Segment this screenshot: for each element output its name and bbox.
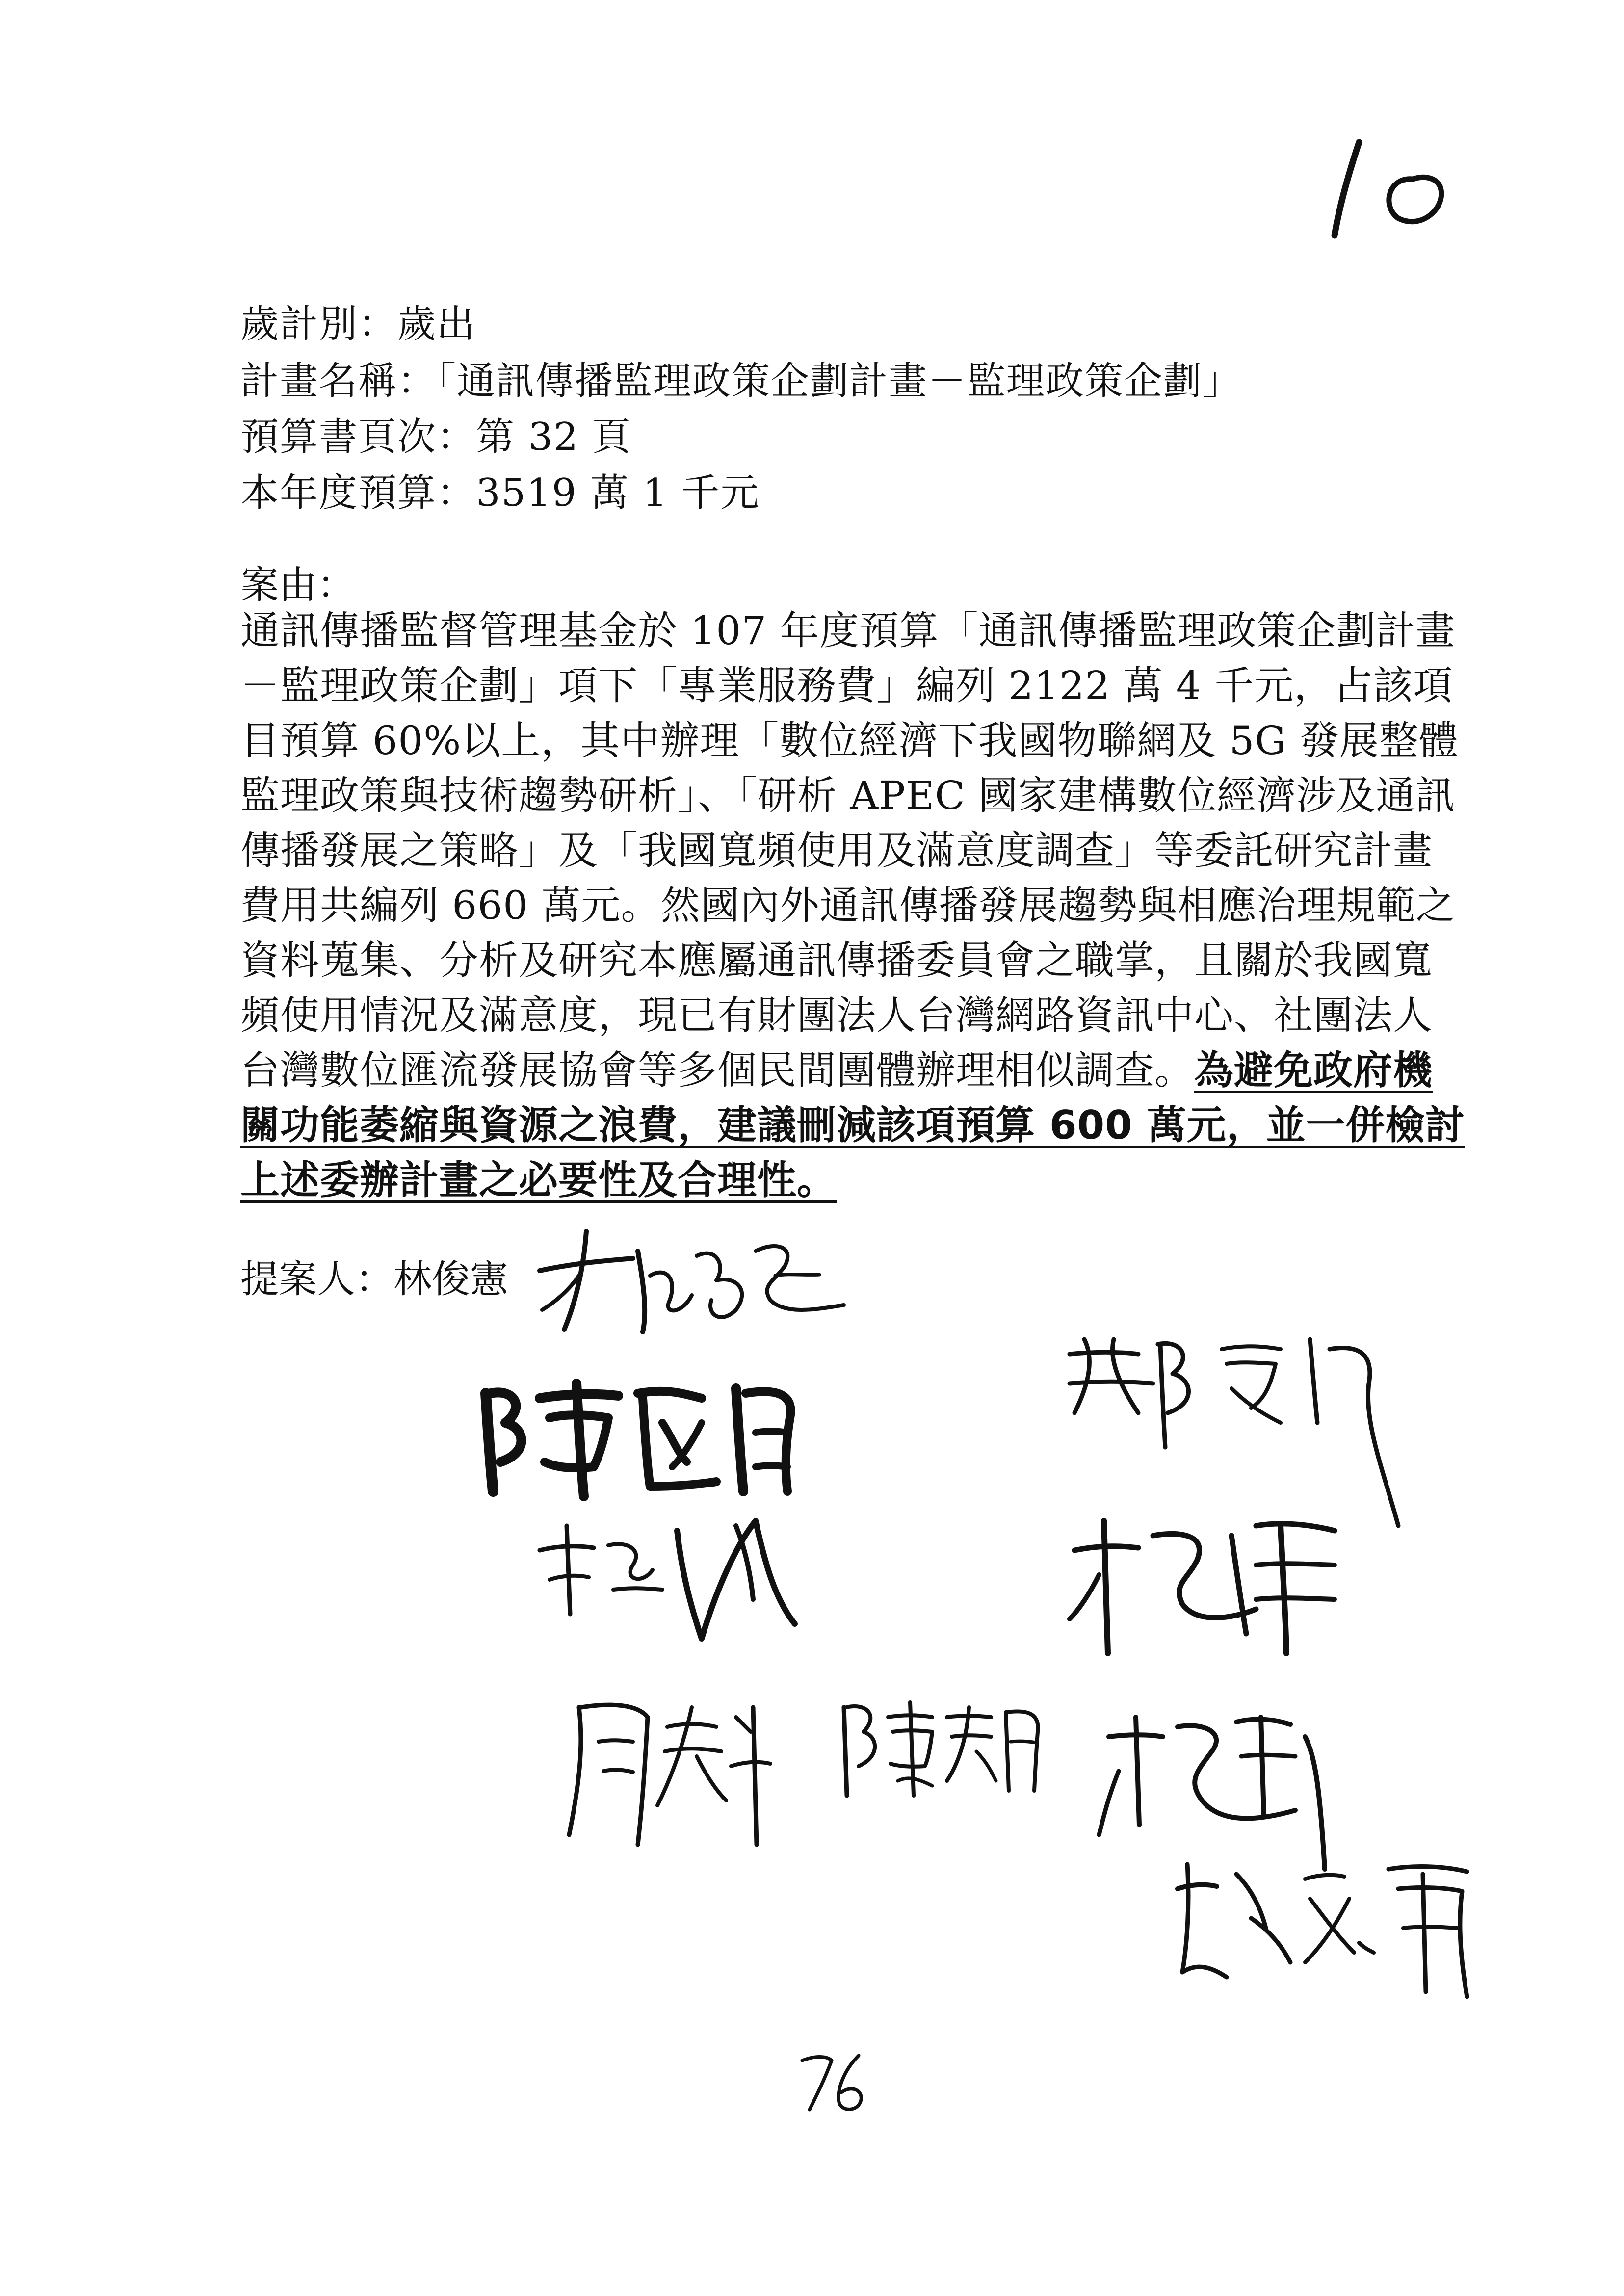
recommendation-text: 上述委辦計畫之必要性及合理性。 <box>240 1157 837 1203</box>
handwritten-page-number <box>1325 132 1462 245</box>
case-line: 傳播發展之策略」及「我國寬頻使用及滿意度調查」等委託研究計畫 <box>240 828 1433 873</box>
case-line <box>240 1157 1388 1203</box>
signature-chen-ting-fei <box>1163 1845 1496 2002</box>
case-line: 頻使用情況及滿意度，現已有財團法人台灣網路資訊中心、社團法人 <box>240 992 1433 1038</box>
case-line: 監理政策與技術趨勢研析」、「研析 APEC 國家建構數位經濟涉及通訊 <box>240 773 1456 818</box>
case-label: 案由： <box>240 563 356 607</box>
case-line: 費用共編列 660 萬元。然國內外通訊傳播發展趨勢與相應治理規範之 <box>240 883 1456 928</box>
case-text: 台灣數位匯流發展協會等多個民間團體辦理相似調查。 <box>240 1047 1194 1093</box>
annual-budget: 本年度預算：3519 萬 1 千元 <box>240 471 760 515</box>
signature-chen-ou-po <box>471 1364 824 1501</box>
fiscal-category: 歲計別：歲出 <box>240 302 476 346</box>
case-line <box>240 1102 1465 1148</box>
recommendation-text: 關功能萎縮與資源之浪費，建議刪減該項預算 600 萬元，並一併檢討 <box>240 1102 1465 1148</box>
signature-cheng <box>1055 1325 1408 1531</box>
proposer-label: 提案人：林俊憲 <box>240 1257 509 1302</box>
budget-page: 預算書頁次：第 32 頁 <box>240 415 631 459</box>
signature-lin <box>530 1217 854 1344</box>
signature-chen-su-yueh <box>834 1688 1050 1805</box>
plan-name: 計畫名稱：「通訊傳播監理政策企劃計畫－監理政策企劃」 <box>240 359 1242 403</box>
case-line: －監理政策企劃」項下「專業服務費」編列 2122 萬 4 千元，占該項 <box>240 663 1453 708</box>
signature-li <box>530 1501 805 1648</box>
case-line: 目預算 60%以上，其中辦理「數位經濟下我國物聯網及 5G 發展整體 <box>240 718 1459 763</box>
handwritten-footer-page-number <box>795 2046 873 2119</box>
signature-yang <box>1060 1506 1354 1663</box>
case-line <box>240 1047 1433 1093</box>
case-line: 資料蒐集、分析及研究本應屬通訊傳播委員會之職掌，且關於我國寬 <box>240 938 1433 983</box>
case-line: 通訊傳播監督管理基金於 107 年度預算「通訊傳播監理政策企劃計畫 <box>240 608 1456 653</box>
signature-chou <box>559 1688 775 1854</box>
recommendation-text: 為避免政府機 <box>1194 1047 1433 1093</box>
